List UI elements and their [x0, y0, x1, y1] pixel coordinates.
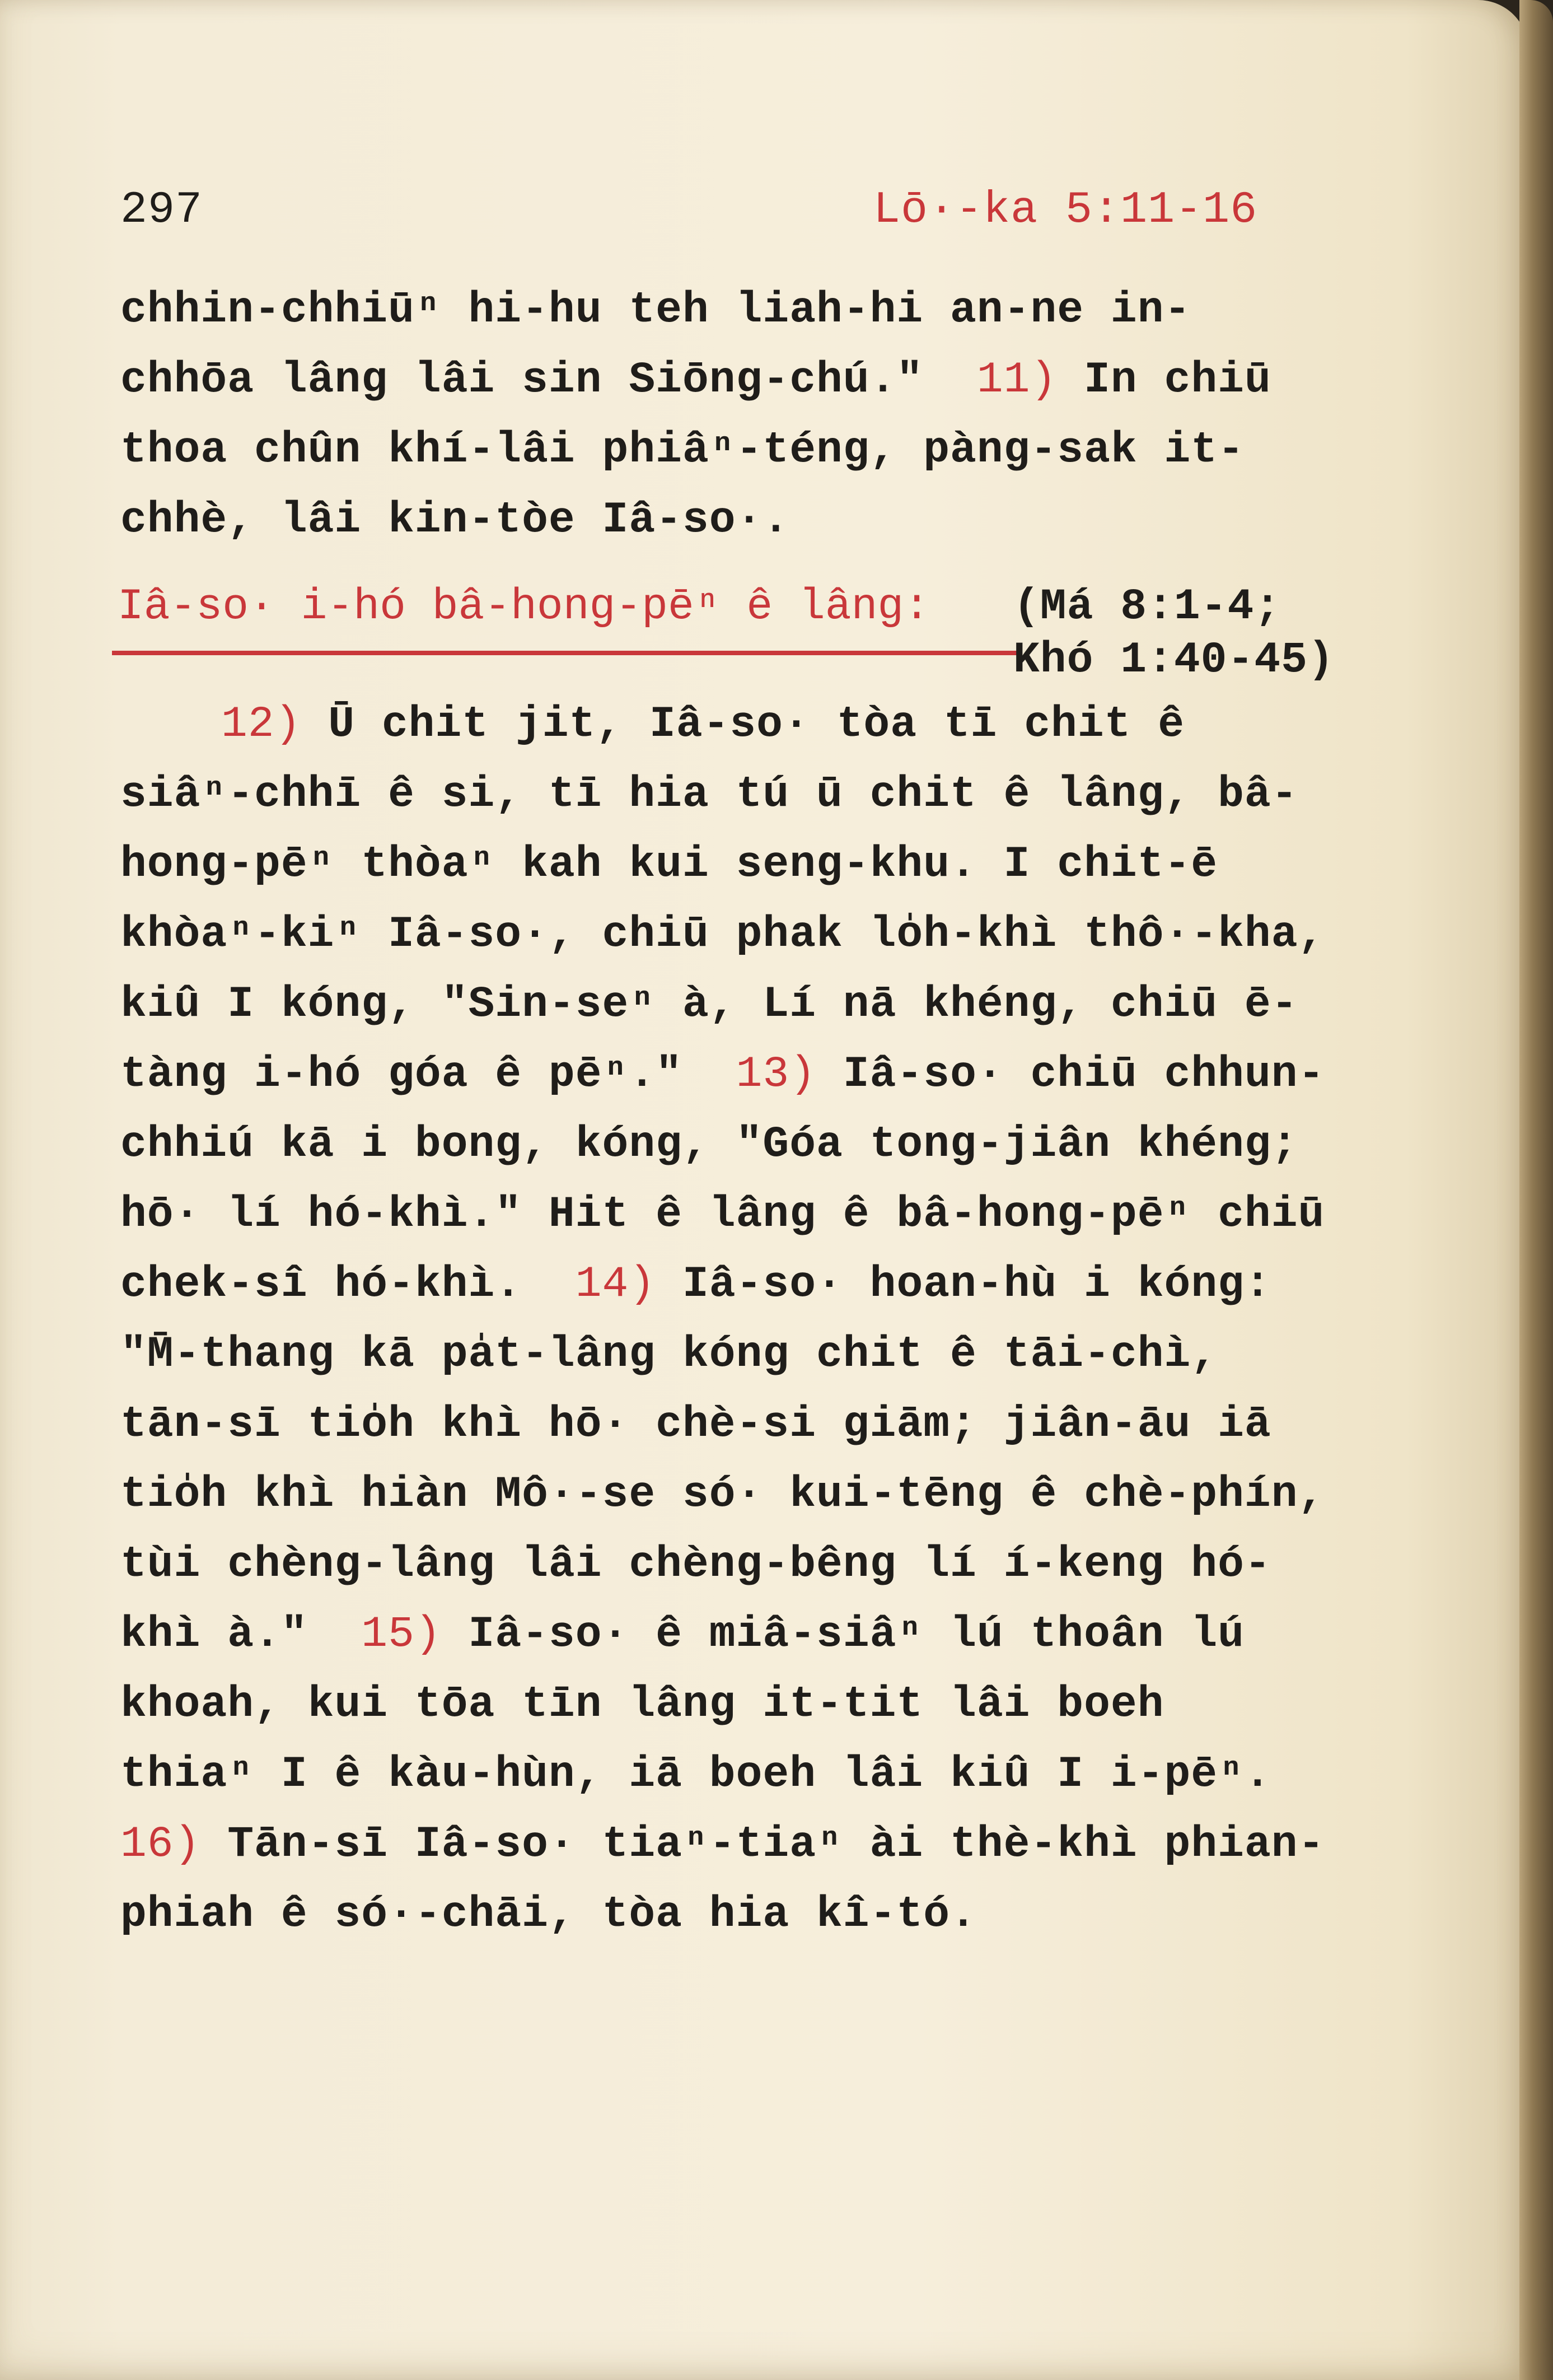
verse-number: 15): [361, 1610, 442, 1659]
text-line: chhiú kā i bong, kóng, "Góa tong-jiân khéng;: [120, 1120, 1298, 1169]
text-segment: In chiū: [1084, 356, 1271, 405]
text-line: [120, 1260, 1271, 1309]
text-line: [120, 1610, 1245, 1659]
page-number: 297: [120, 185, 203, 236]
text-line: phiah ê só·-chāi, tòa hia kî-tó.: [120, 1890, 977, 1939]
text-line: siâⁿ-chhī ê si, tī hia tú ū chit ê lâng, bâ-: [120, 770, 1298, 819]
text-segment: tàng i-hó góa ê pēⁿ.": [120, 1050, 682, 1099]
text-segment: Iâ-so· chiū chhun-: [843, 1050, 1325, 1099]
parallel-reference: (Má 8:1-4;: [1013, 582, 1281, 632]
text-line: chhè, lâi kin-tòe Iâ-so·.: [120, 496, 790, 545]
book-spine: [1519, 0, 1553, 2380]
text-line: hong-pēⁿ thòaⁿ kah kui seng-khu. I chit-ē: [120, 840, 1218, 889]
text-line: kiû I kóng, "Sin-seⁿ à, Lí nā khéng, chiū ē-: [120, 980, 1298, 1029]
running-head: Lō·-ka 5:11-16: [873, 185, 1258, 236]
verse-number: 12): [221, 700, 302, 749]
text-line: [221, 700, 1185, 749]
text-line: chhin-chhiūⁿ hi-hu teh liah-hi an-ne in-: [120, 286, 1191, 335]
text-segment: Tān-sī Iâ-so· tiaⁿ-tiaⁿ ài thè-khì phian-: [227, 1820, 1325, 1869]
text-line: thiaⁿ I ê kàu-hùn, iā boeh lâi kiû I i-pēⁿ.: [120, 1750, 1271, 1799]
text-line: "M̄-thang kā pa̍t-lâng kóng chit ê tāi-chì,: [120, 1330, 1218, 1379]
text-line: tān-sī tio̍h khì hō· chè-si giām; jiân-āu iā: [120, 1400, 1271, 1449]
text-line: tio̍h khì hiàn Mô·-se só· kui-tēng ê chè-phín,: [120, 1470, 1325, 1519]
text-segment: chek-sî hó-khì.: [120, 1260, 522, 1309]
heading-underline: [112, 651, 1019, 655]
text-line: [120, 1820, 1325, 1869]
verse-number: 14): [575, 1260, 656, 1309]
section-title: Iâ-so· i-hó bâ-hong-pēⁿ ê lâng:: [118, 582, 930, 632]
text-line: tùi chèng-lâng lâi chèng-bêng lí í-keng hó-: [120, 1540, 1271, 1589]
text-segment: Iâ-so· hoan-hù i kóng:: [682, 1260, 1271, 1309]
verse-number: 16): [120, 1820, 201, 1869]
verse-number: 11): [976, 356, 1058, 405]
verse-number: 13): [736, 1050, 817, 1099]
text-segment: Iâ-so· ê miâ-siâⁿ lú thoân lú: [468, 1610, 1245, 1659]
text-segment: khì à.": [120, 1610, 308, 1659]
text-line: [120, 1050, 1325, 1099]
text-segment: Ū chit jit, Iâ-so· tòa tī chit ê: [328, 700, 1185, 749]
text-line: thoa chûn khí-lâi phiâⁿ-téng, pàng-sak it-: [120, 426, 1245, 475]
text-line: khòaⁿ-kiⁿ Iâ-so·, chiū phak lo̍h-khì thô·-kha,: [120, 910, 1325, 959]
text-line: khoah, kui tōa tīn lâng it-tit lâi boeh: [120, 1680, 1164, 1729]
text-line: [120, 356, 1271, 405]
parallel-reference: Khó 1:40-45): [1013, 636, 1335, 685]
text-segment: chhōa lâng lâi sin Siōng-chú.": [120, 356, 924, 405]
text-line: hō· lí hó-khì." Hit ê lâng ê bâ-hong-pēⁿ chiū: [120, 1190, 1325, 1239]
